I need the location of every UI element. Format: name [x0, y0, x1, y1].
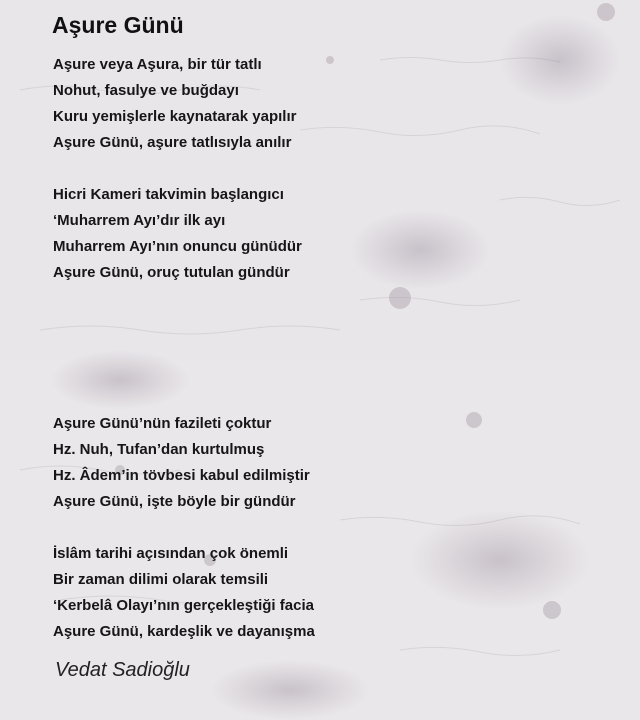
stanza-2: [53, 182, 302, 286]
poem-line: Nohut, fasulye ve buğdayı: [53, 82, 239, 99]
poem-line: Muharrem Ayı’nın onuncu günüdür: [53, 238, 302, 255]
poem-line: Hicri Kameri takvimin başlangıcı: [53, 186, 284, 203]
poem-line: Aşure veya Aşura, bir tür tatlı: [53, 56, 262, 73]
poem-line: Aşure Günü, oruç tutulan gündür: [53, 264, 290, 281]
poem-line: ‘Kerbelâ Olayı’nın gerçekleştiği facia: [53, 597, 314, 614]
poem-line: Hz. Nuh, Tufan’dan kurtulmuş: [53, 441, 265, 458]
poem-line: Bir zaman dilimi olarak temsili: [53, 571, 269, 588]
poem-line: Aşure Günü’nün fazileti çoktur: [53, 415, 272, 432]
poem-line: Aşure Günü, kardeşlik ve dayanışma: [53, 623, 315, 640]
stanza-1: [53, 52, 296, 156]
stanza-3: [53, 411, 310, 515]
poem-line: Kuru yemişlerle kaynatarak yapılır: [53, 108, 297, 125]
poem-line: Aşure Günü, aşure tatlısıyla anılır: [53, 134, 292, 151]
poem-line: Aşure Günü, işte böyle bir gündür: [53, 493, 296, 510]
poem-line: Hz. Âdem’in tövbesi kabul edilmiştir: [53, 467, 310, 484]
poem-title: Aşure Günü: [52, 12, 184, 38]
poem-line: ‘Muharrem Ayı’dır ilk ayı: [53, 212, 226, 229]
poem-line: İslâm tarihi açısından çok önemli: [53, 545, 289, 562]
poem-author: Vedat Sadioğlu: [55, 659, 190, 681]
stanza-4: [53, 541, 315, 645]
